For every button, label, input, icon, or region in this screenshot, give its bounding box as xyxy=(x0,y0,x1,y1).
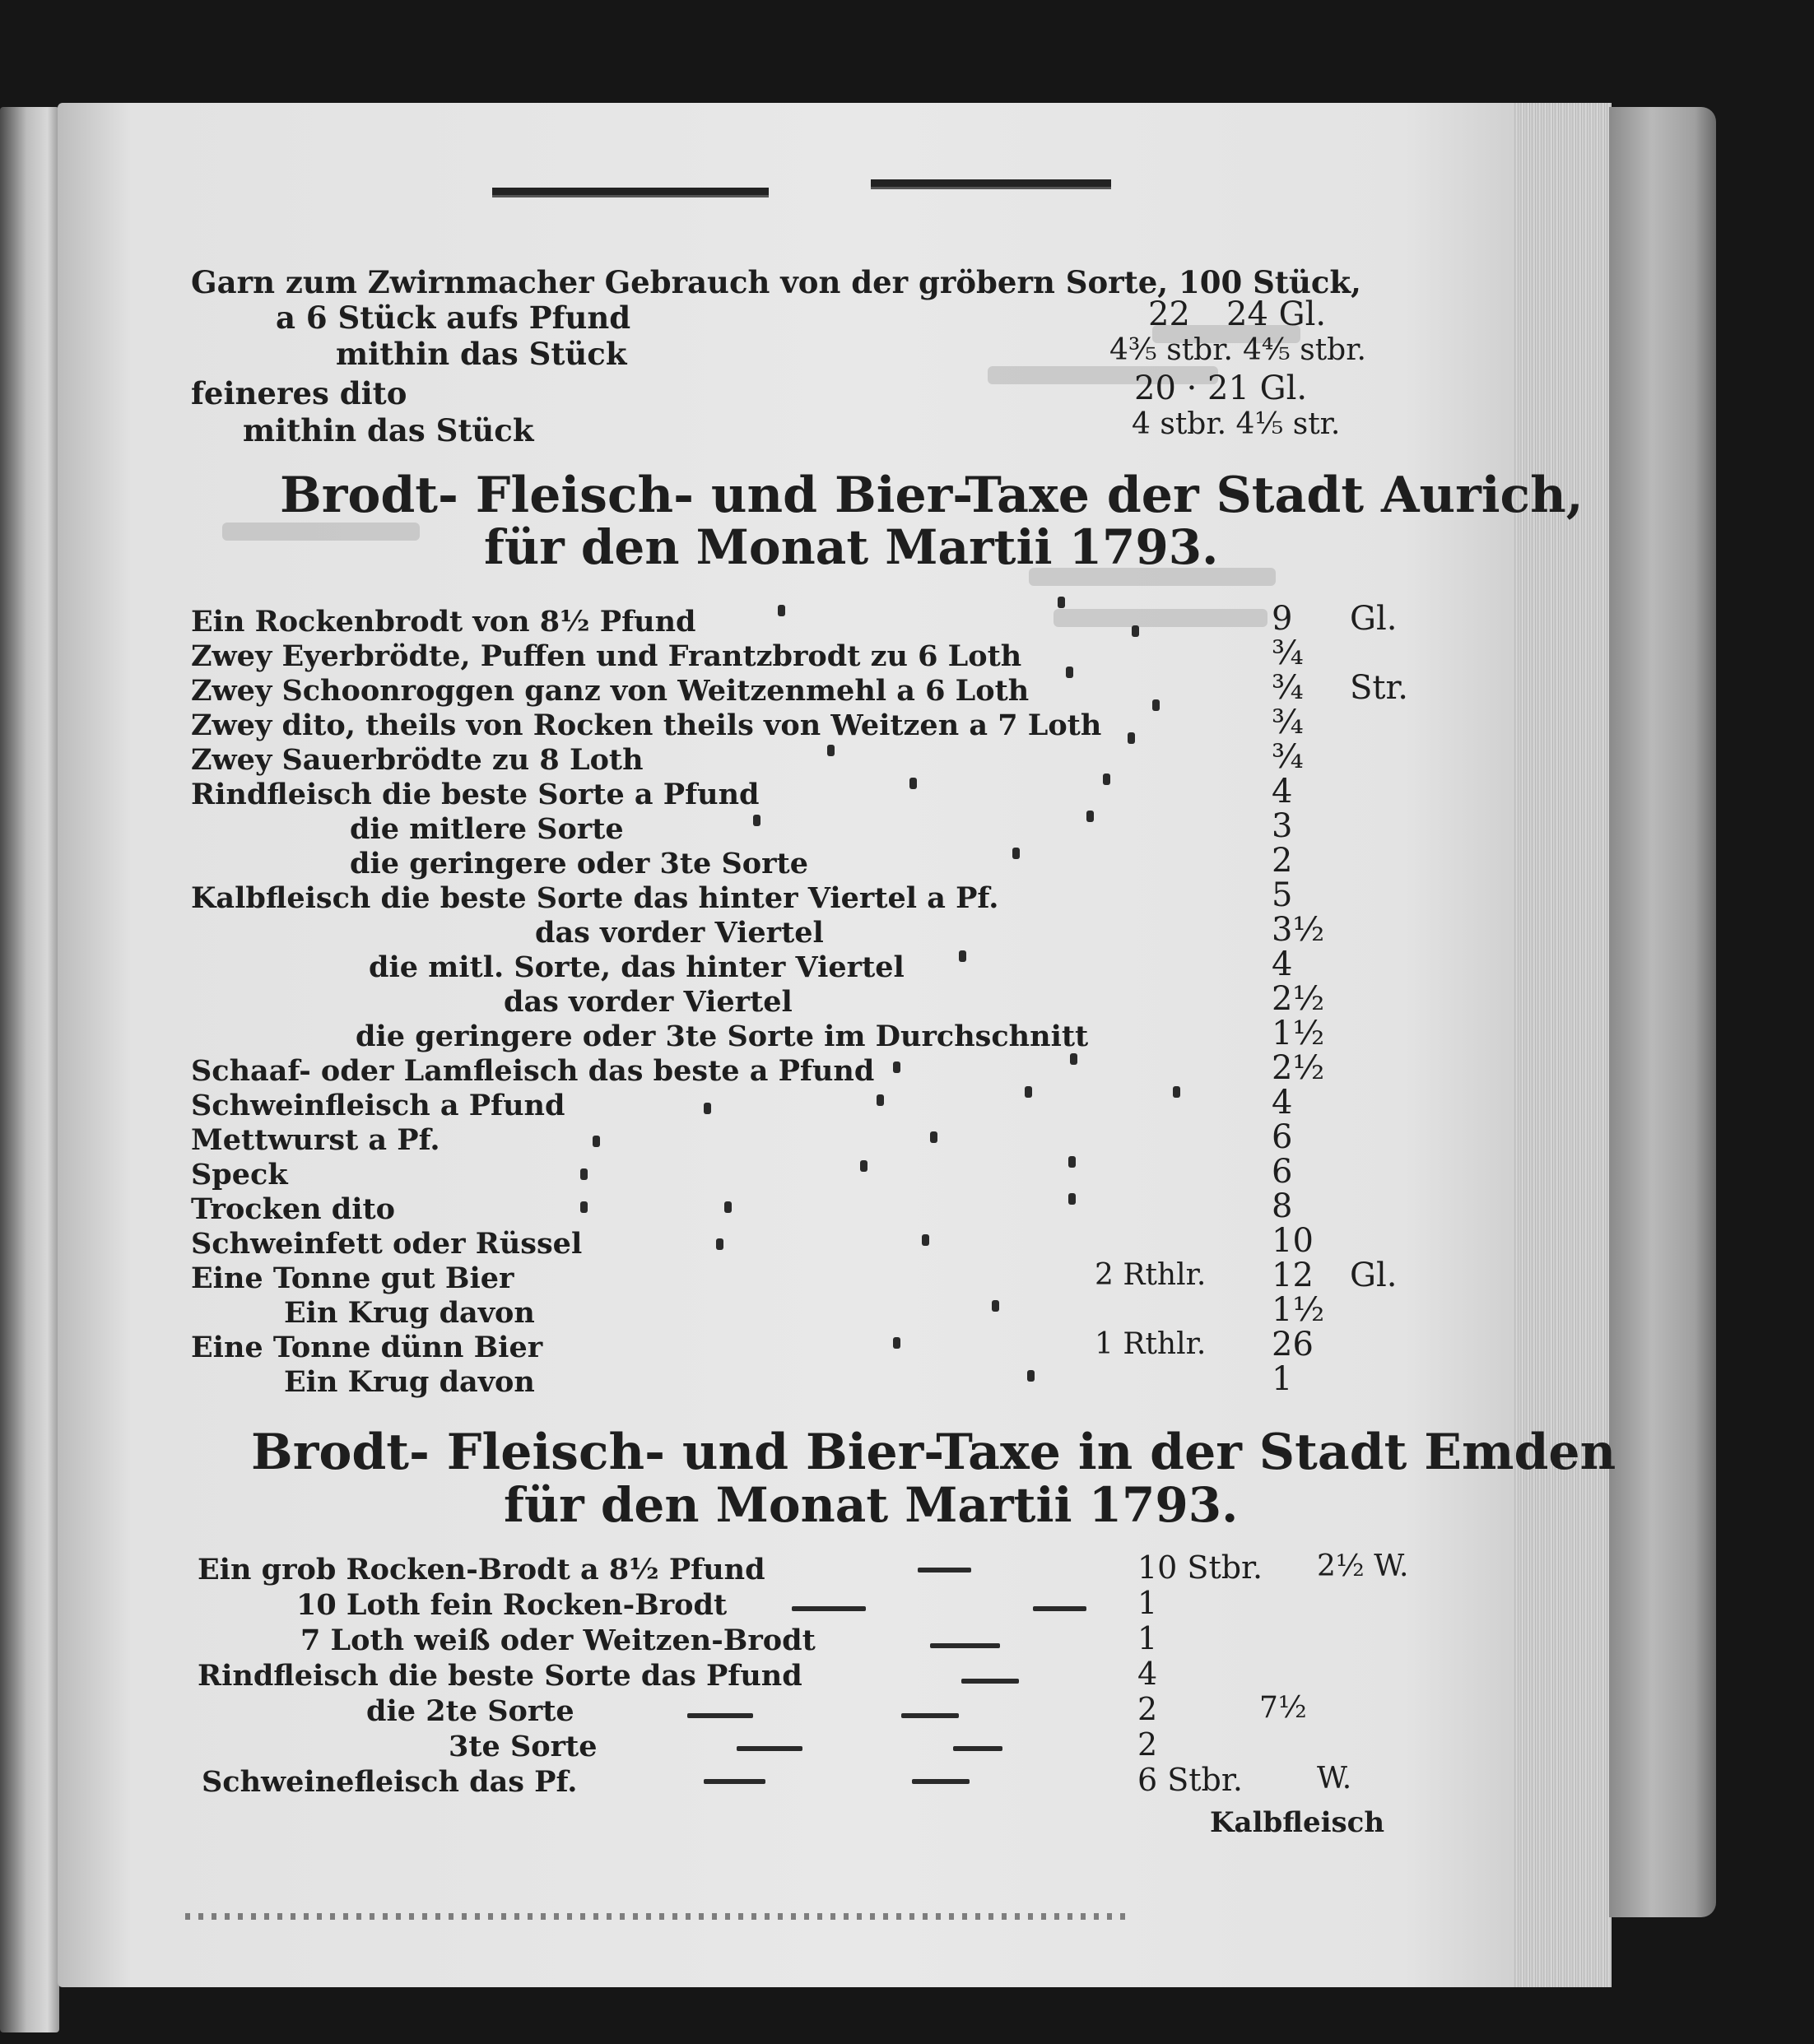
aurich-title-line-2: für den Monat Martii 1793. xyxy=(484,519,1219,575)
aurich-row-value: 3 xyxy=(1272,807,1293,845)
leader-dash xyxy=(687,1713,753,1718)
aurich-row-label: Mettwurst a Pf. xyxy=(191,1123,440,1157)
ink-speck xyxy=(1086,811,1094,822)
yarn-value: 4⅗ stbr. xyxy=(1109,333,1233,367)
aurich-row-label: Zwey Sauerbrödte zu 8 Loth xyxy=(191,743,644,777)
aurich-row-label: Rindfleisch die beste Sorte a Pfund xyxy=(191,778,760,811)
aurich-row-label: Eine Tonne dünn Bier xyxy=(191,1331,543,1364)
leader-dash xyxy=(930,1643,1000,1648)
emden-row-label: Schweinefleisch das Pf. xyxy=(202,1765,578,1799)
yarn-line-2: a 6 Stück aufs Pfund xyxy=(276,300,631,336)
yarn-value: 4 stbr. 4⅕ str. xyxy=(1132,407,1341,441)
yarn-value: 20 · 21 Gl. xyxy=(1134,369,1308,407)
aurich-row-label: das vorder Viertel xyxy=(535,916,824,950)
ink-speck xyxy=(1012,848,1020,859)
yarn-line-5: mithin das Stück xyxy=(243,412,534,448)
aurich-row-value: ¾ xyxy=(1272,704,1304,741)
ink-speck xyxy=(893,1337,900,1349)
aurich-row-value: 4 xyxy=(1272,773,1293,811)
emden-row-label: Rindfleisch die beste Sorte das Pfund xyxy=(198,1659,802,1693)
ink-speck xyxy=(922,1234,929,1246)
ink-speck xyxy=(860,1160,867,1172)
aurich-row-label: Speck xyxy=(191,1158,288,1192)
aurich-row-value: 4 xyxy=(1272,1084,1293,1122)
leader-dash xyxy=(792,1606,866,1611)
ink-speck xyxy=(1027,1370,1035,1382)
aurich-row-value: 2½ xyxy=(1272,980,1325,1018)
ink-speck xyxy=(1103,773,1110,785)
aurich-row-price-rthlr: 1 Rthlr. xyxy=(1095,1327,1207,1361)
ink-speck xyxy=(1058,597,1065,608)
ink-speck xyxy=(716,1238,723,1250)
bottom-speckle xyxy=(185,1913,1132,1920)
leader-dash xyxy=(901,1713,959,1718)
emden-row-value: 4 xyxy=(1137,1656,1158,1692)
yarn-line-3: mithin das Stück xyxy=(336,336,627,372)
aurich-row-label: Schaaf- oder Lamfleisch das beste a Pfund xyxy=(191,1054,875,1088)
ink-speck xyxy=(753,815,760,826)
aurich-row-value: ¾ xyxy=(1272,738,1304,776)
ink-speck xyxy=(1025,1086,1032,1098)
aurich-row-label: Ein Rockenbrodt von 8½ Pfund xyxy=(191,605,696,639)
aurich-row-value: 4 xyxy=(1272,945,1293,983)
yarn-value: 22 xyxy=(1148,295,1190,333)
leader-dash xyxy=(953,1746,1002,1751)
aurich-row-label: das vorder Viertel xyxy=(504,985,793,1019)
leader-dash xyxy=(918,1568,971,1572)
aurich-row-unit: Gl. xyxy=(1350,600,1398,638)
aurich-row-value: ¾ xyxy=(1272,634,1304,672)
book-cover-edge xyxy=(1609,107,1716,1917)
yarn-line-1: Garn zum Zwirnmacher Gebrauch von der gröbern Sorte, 100 Stück, xyxy=(191,264,1361,300)
emden-row-value: 1 xyxy=(1137,1585,1158,1621)
aurich-row-value: 8 xyxy=(1272,1187,1293,1225)
ink-speck xyxy=(724,1201,732,1213)
emden-row-label: 3te Sorte xyxy=(449,1730,598,1763)
aurich-row-unit: Gl. xyxy=(1350,1257,1398,1294)
aurich-row-value: 2½ xyxy=(1272,1049,1325,1087)
emden-row-extra: 2½ W. xyxy=(1317,1549,1409,1583)
ink-speck xyxy=(1068,1156,1076,1168)
aurich-row-value: 9 xyxy=(1272,600,1293,638)
ink-speck xyxy=(992,1300,999,1312)
aurich-row-label: Schweinfleisch a Pfund xyxy=(191,1089,565,1122)
ink-speck xyxy=(909,778,917,789)
emden-row-value: 10 Stbr. xyxy=(1137,1549,1263,1586)
emden-row-value: 2 xyxy=(1137,1726,1158,1763)
emden-row-value: 6 Stbr. xyxy=(1137,1762,1243,1798)
aurich-row-label: Ein Krug davon xyxy=(284,1296,535,1330)
leader-dash xyxy=(1033,1606,1086,1611)
aurich-title-line-1: Brodt- Fleisch- und Bier-Taxe der Stadt Aurich, xyxy=(280,467,1584,524)
ink-speck xyxy=(1132,625,1139,637)
ink-speck xyxy=(959,950,966,962)
yarn-line-4: feineres dito xyxy=(191,375,407,411)
ink-speck xyxy=(930,1131,937,1143)
aurich-row-value: 1½ xyxy=(1272,1291,1325,1329)
aurich-row-value: 12 xyxy=(1272,1257,1314,1294)
ink-speck xyxy=(704,1103,711,1114)
header-rule-right xyxy=(871,179,1111,189)
aurich-row-value: 1 xyxy=(1272,1360,1293,1398)
ink-speck xyxy=(877,1094,884,1106)
aurich-row-value: 5 xyxy=(1272,876,1293,914)
page-block-edge xyxy=(1513,103,1612,1987)
aurich-row-value: 6 xyxy=(1272,1153,1293,1191)
aurich-row-label: Zwey dito, theils von Rocken theils von Weitzen a 7 Loth xyxy=(191,708,1102,742)
aurich-row-value: 26 xyxy=(1272,1326,1314,1363)
emden-row-label: Ein grob Rocken-Brodt a 8½ Pfund xyxy=(198,1553,765,1586)
aurich-row-label: die mitl. Sorte, das hinter Viertel xyxy=(369,950,905,984)
ink-speck xyxy=(1068,1193,1076,1205)
emden-row-label: 7 Loth weiß oder Weitzen-Brodt xyxy=(300,1624,816,1657)
ink-speck xyxy=(580,1201,588,1213)
aurich-row-label: Zwey Schoonroggen ganz von Weitzenmehl a 6 Loth xyxy=(191,674,1030,708)
aurich-row-value: 6 xyxy=(1272,1118,1293,1156)
aurich-row-label: Zwey Eyerbrödte, Puffen und Frantzbrodt zu 6 Loth xyxy=(191,639,1022,673)
ink-speck xyxy=(827,745,835,756)
leader-dash xyxy=(704,1779,765,1784)
aurich-row-value: 10 xyxy=(1272,1222,1314,1260)
catchword: Kalbfleisch xyxy=(1210,1806,1385,1839)
ink-speck xyxy=(580,1168,588,1180)
yarn-value: 24 Gl. xyxy=(1226,295,1327,333)
emden-title-line-1: Brodt- Fleisch- und Bier-Taxe in der Stadt Emden xyxy=(251,1424,1616,1481)
aurich-row-label: Trocken dito xyxy=(191,1192,396,1226)
ink-speck xyxy=(1066,667,1073,678)
aurich-row-value: ¾ xyxy=(1272,669,1304,707)
emden-row-label: 10 Loth fein Rocken-Brodt xyxy=(296,1588,728,1622)
aurich-row-value: 3½ xyxy=(1272,911,1325,949)
aurich-row-label: Kalbfleisch die beste Sorte das hinter Viertel a Pf. xyxy=(191,881,999,915)
leader-dash xyxy=(912,1779,970,1784)
aurich-row-label: Ein Krug davon xyxy=(284,1365,535,1399)
leader-dash xyxy=(961,1679,1019,1684)
ink-speck xyxy=(1128,732,1135,744)
aurich-row-label: Eine Tonne gut Bier xyxy=(191,1261,514,1295)
left-page-edge xyxy=(0,107,59,2032)
aurich-row-value: 2 xyxy=(1272,842,1293,880)
bleed-through-smudge xyxy=(1054,609,1267,627)
aurich-row-label: die mitlere Sorte xyxy=(350,812,624,846)
ink-speck xyxy=(1152,699,1160,711)
emden-row-extra: 7½ xyxy=(1259,1691,1307,1725)
leader-dash xyxy=(737,1746,802,1751)
aurich-row-label: die geringere oder 3te Sorte xyxy=(350,847,808,880)
bleed-through-smudge xyxy=(222,523,420,541)
emden-row-value: 2 xyxy=(1137,1691,1158,1727)
header-rule-left xyxy=(492,188,769,197)
emden-row-extra: W. xyxy=(1317,1762,1352,1795)
aurich-row-unit: Str. xyxy=(1350,669,1408,707)
ink-speck xyxy=(893,1061,900,1073)
emden-row-label: die 2te Sorte xyxy=(366,1694,574,1728)
emden-title-line-2: für den Monat Martii 1793. xyxy=(504,1477,1239,1533)
emden-row-value: 1 xyxy=(1137,1620,1158,1656)
yarn-value: 4⅘ stbr. xyxy=(1243,333,1366,367)
aurich-row-value: 1½ xyxy=(1272,1015,1325,1052)
aurich-row-price-rthlr: 2 Rthlr. xyxy=(1095,1258,1207,1292)
ink-speck xyxy=(778,605,785,616)
ink-speck xyxy=(593,1136,600,1147)
aurich-row-label: die geringere oder 3te Sorte im Durchschnitt xyxy=(356,1020,1089,1053)
aurich-row-label: Schweinfett oder Rüssel xyxy=(191,1227,583,1261)
ink-speck xyxy=(1173,1086,1180,1098)
ink-speck xyxy=(1070,1053,1077,1065)
